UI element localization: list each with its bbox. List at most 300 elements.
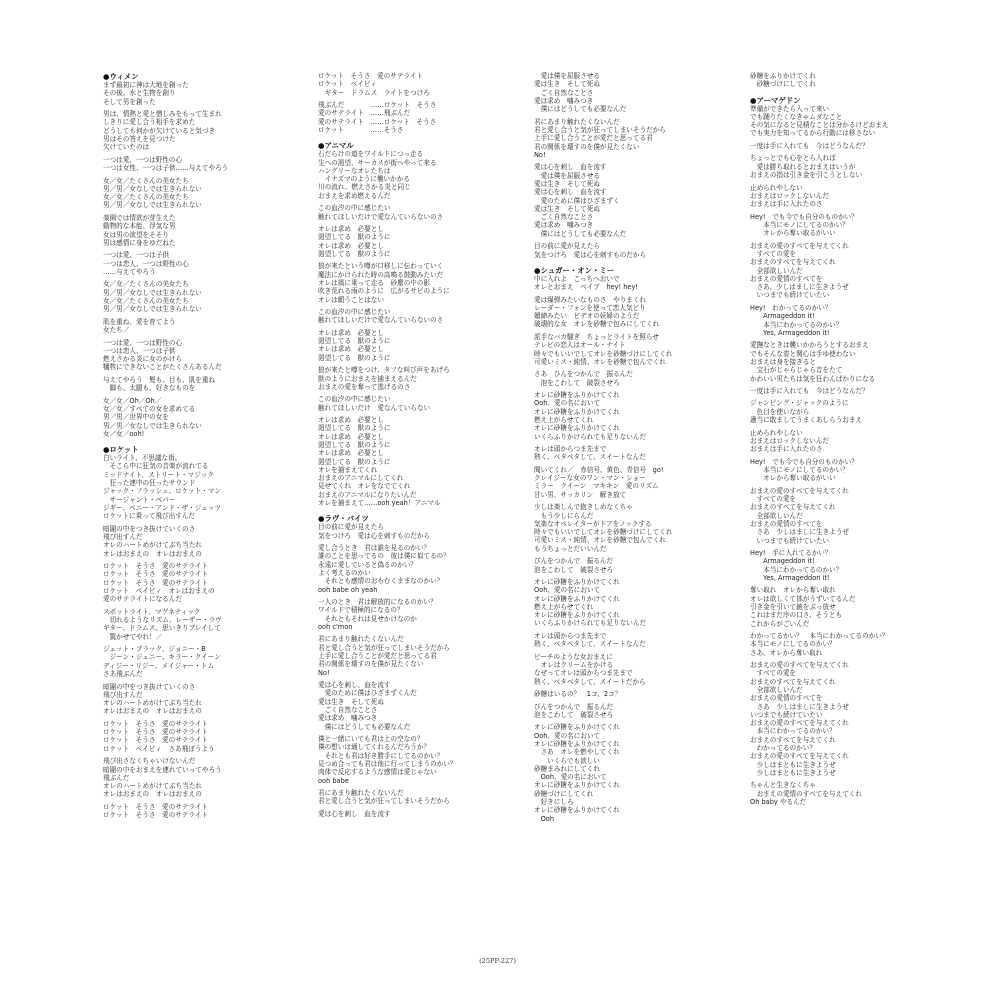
lyric-line: さあ ひんをつかんで 振るんだ [534, 370, 633, 379]
lyric-line: オレに砂糖をふりかけてくれ [534, 407, 620, 416]
lyric-line: オレは願うことはない [318, 295, 384, 304]
lyric-stanza [318, 204, 456, 221]
lyric-line: 女／女／ooh! [103, 429, 145, 438]
lyric-line: テレビの恋人はオール・ナイト [534, 341, 626, 350]
lyric-stanza [534, 370, 672, 387]
lyric-line: もう少しにらんだ [534, 511, 594, 520]
lyric-line: 愛は心を刺し 血を流す [534, 188, 607, 197]
lyric-line: おまえはロックしないんだ [750, 436, 829, 445]
lyric-line: 暗闇の中をおまえを連れていってやろう [103, 765, 222, 774]
lyric-line: 愛のサテライト ……飛ぶんだ [318, 109, 411, 118]
lyric-line: 吹き荒れる雨のように 広がるサビのように [318, 287, 450, 296]
lyric-line: さあ 少しはましに生きようぜ [750, 528, 849, 537]
lyrics-column-3 [534, 72, 672, 827]
lyric-line: 渇望してる 獣のように [318, 440, 391, 449]
lyric-line: 目の前に愛が見えたら [318, 523, 384, 532]
lyric-line: 一つは愛、一つは野性の心 [103, 338, 183, 347]
lyric-line: 一度は手に入れても 今はどうなんだ？ [750, 141, 869, 150]
lyric-line: 愛は爆弾みたいなものさ やりまくれ [534, 295, 647, 304]
lyric-line: おまえのすべてを与えてくれ [750, 258, 836, 267]
lyric-line: ハングリーなオレたちは [318, 166, 391, 175]
lyric-line: 本当にモノにしてるのかい？ [750, 465, 849, 474]
lyric-line: 狼が来たと噂をつけ、タフな叫び声をあげろ [318, 366, 450, 375]
lyric-line: かわいい男たちは気を狂わんばかりになる [750, 374, 876, 383]
lyric-stanza [750, 154, 888, 179]
lyric-line: オレは求め 必要とし [318, 225, 384, 234]
lyric-stanza [318, 308, 456, 325]
lyric-line: ミラー クイーン マキキン 愛のリズム [534, 482, 659, 491]
lyric-line: おまえの愛のすべてを与えてくれ [750, 661, 849, 670]
lyric-line: オレから奪い取るがいい [750, 229, 836, 238]
lyric-line: 僕にはどうしても必要なんだ [534, 229, 627, 238]
lyric-line: 燃え上がらせてくれ [534, 602, 594, 611]
lyric-line: ジャンピング・ジャックのように [750, 399, 849, 408]
lyric-line: さあ、少しはましに生きようぜ [750, 283, 849, 292]
lyric-line: おまえは手に入れたのさ [750, 200, 823, 209]
lyric-line: 愛は生き そして死ぬ [534, 80, 600, 89]
lyric-stanza [103, 525, 228, 558]
lyric-stanza [750, 487, 888, 545]
lyric-line: ギター、ドラムス、思いきりプレイして [103, 624, 221, 633]
lyric-line: 動物的な本能、浮気な男 [103, 222, 176, 231]
lyric-line: おまえを求め燃えるんだ [318, 191, 391, 200]
lyric-stanza [103, 683, 228, 716]
lyric-line: ジェット・ブラック、ジョニー・B [103, 645, 206, 654]
lyric-line: 適当に敢ましてうまくあしらうおまえ [750, 416, 863, 425]
lyric-line: 肉体で反応するような感情は愛じゃない [318, 768, 437, 777]
lyric-line: Hey! 手に入れてるかい？ [750, 548, 832, 557]
lyric-line: 本当にモノにしてるのかい？ [750, 220, 849, 229]
lyric-line: これからがごいんだ [750, 619, 810, 628]
lyric-line: オレのハートめがけてぶち当たれ [103, 541, 202, 550]
lyric-stanza [318, 72, 456, 97]
lyric-line: ロケット そうさ 愛のサテライト [103, 562, 208, 571]
lyric-line: いくらでも欲しい [534, 756, 600, 765]
lyric-line: 一人のとき 君は解放的になるのかい？ [318, 598, 437, 607]
lyric-stanza [103, 110, 228, 151]
lyric-stanza [750, 105, 888, 138]
lyric-line: 驚かせてやれ！／ [103, 632, 163, 641]
lyric-stanza [103, 757, 228, 798]
lyric-line: ジーン・ジェニー、キラー・クイーン [103, 653, 221, 662]
lyric-line: 砂糖はいるの？ 1コ、2コ？ [534, 690, 622, 699]
lyric-line: 飛ぶんだ [103, 773, 130, 782]
lyric-line: ディジー・リジー、メイジャー・トム [103, 661, 215, 670]
lyric-line: オレのハートめがけてぶち当たれ [103, 699, 202, 708]
lyric-line: 砂糖まみれにしてくれ [534, 764, 600, 773]
lyric-line: ワイルドで積極的になるの？ [318, 606, 404, 615]
song-title: ●アーマゲドン [750, 95, 801, 105]
lyric-line: 女／女／たくさんの美女たち [103, 296, 189, 305]
song-section [318, 514, 456, 818]
lyric-line: 愛は求め 噛みつき [534, 221, 594, 230]
lyric-line: しきりに愛し合う相手を求めた [103, 118, 196, 127]
lyric-line: ロケット そうさ 愛のサテライト [103, 719, 208, 728]
lyric-stanza [103, 280, 228, 313]
lyric-line: 与えてやろう 髪も、目も、肌を重ね [103, 375, 216, 384]
lyric-line: Yes, Armageddon it! [750, 328, 830, 337]
lyric-line: 愛は心を刺し 血を流す [534, 163, 607, 172]
lyric-line: びんをつかんで 振るんだ [534, 557, 614, 566]
lyric-line: オレに砂糖をふりかけてくれ [534, 424, 620, 433]
lyric-line: 一つは恋人、一つは野性の心 [103, 259, 189, 268]
lyric-line: おまえの愛情のすべてを与えてくれ [750, 789, 862, 798]
lyric-line: 愛は勝ち取れるとおまえはいうが [750, 162, 856, 171]
lyric-stanza [534, 703, 672, 720]
lyric-stanza [318, 262, 456, 303]
lyric-line: 上手に愛し合うことが愛だと思ってる君 [534, 134, 653, 143]
lyric-stanza [534, 391, 672, 441]
lyric-line: 君と愛し合うと気が狂ってしまいそうだから [318, 643, 450, 652]
lyric-stanza [318, 789, 456, 806]
lyric-stanza [318, 101, 456, 134]
lyric-line: 僕にはどうしても必要なんだ [318, 722, 411, 731]
lyric-line: なぜってオレは頭からつま先まで [534, 669, 633, 678]
lyric-line: ちゃんと生きなくちゃ [750, 781, 816, 790]
lyric-stanza [318, 810, 456, 818]
lyric-line: 泡をこわして 破裂させろ [534, 565, 614, 574]
lyric-line: 肌を重ね、愛を育てよう [103, 317, 176, 326]
lyric-line: 僕と一緒にいても君は上の空なの？ [318, 735, 424, 744]
lyric-stanza [750, 341, 888, 382]
lyric-line: おまえの愛を奪って逃げるのさ [318, 382, 411, 391]
lyric-line: Armageddon it! [750, 557, 815, 566]
lyric-line: 全部欲しいんだ [750, 686, 803, 694]
lyric-line: 準備ができたら入って来い [750, 104, 830, 113]
lyric-stanza [534, 578, 672, 628]
lyric-stanza [318, 329, 456, 362]
lyric-line: 愛は心を刺し、血を流す [318, 681, 391, 690]
lyric-stanza [534, 242, 672, 259]
lyric-line: すべての愛を [750, 669, 797, 678]
lyric-stanza [534, 466, 672, 499]
lyric-line: いつまでも続けていたい [750, 536, 830, 545]
lyric-line: オレはおまえの オレはおまえの [103, 549, 202, 558]
lyric-stanza [750, 429, 888, 454]
lyric-line: 見せてくれ オレをなでてくれ [318, 482, 411, 491]
lyric-line: ピーチのような女おまえに [534, 652, 613, 661]
lyric-line: 犠牲にできないことがたくさんあるんだ [103, 363, 222, 372]
lyric-line: 女／女／たくさんの美女たち [103, 280, 189, 289]
lyric-line: 燃え上がらせてくれ [534, 416, 594, 424]
lyric-line: 少しはまともに生きようぜ [750, 760, 836, 769]
lyric-line: 男／男／女なしでは生きられない [103, 184, 202, 193]
lyric-stanza [534, 72, 672, 113]
lyric-line: オレは頭からつま先まで [534, 445, 607, 454]
lyric-line: オレは求め 必要とし [318, 241, 384, 250]
lyric-line: 君にあまり触れたくないんだ [318, 635, 404, 644]
lyric-line: 本当にわかってるのかい？ [750, 320, 843, 329]
lyric-line: オレに砂糖をふりかけてくれ [534, 594, 620, 603]
lyric-line: 聞いてくれ／ 赤信号、黄色、青信号 go! [534, 465, 664, 474]
lyric-stanza [750, 632, 888, 657]
lyric-line: どうしても何かが欠けていると気づき [103, 126, 216, 135]
lyric-line: 愛のために僕はひざまずく [534, 196, 620, 205]
lyric-stanza [534, 503, 672, 553]
lyric-line: 魔法にかけられた時の高鳴る鼓動みたいだ [318, 270, 444, 279]
lyric-line: 飛ぶんだ ……ロケット そうさ [318, 101, 437, 110]
lyric-line: 男／男／女なしでは生きられない [103, 421, 202, 430]
song-title: ●ウィメン [103, 72, 139, 81]
lyric-line: 白いライト、不思議な街。 [103, 454, 182, 463]
song-section [318, 72, 456, 134]
lyric-line: おまえのすべてを与えてくれ [750, 503, 836, 512]
lyric-line: 飛び出すんだ [103, 533, 143, 542]
lyric-line: 砂糖づけにしてくれ [750, 80, 816, 89]
lyric-line: 破壊的な女 オレを砂糖で包みにしてくれ [534, 320, 660, 329]
lyric-line: 泡をこわして 破裂させろ [534, 378, 620, 387]
lyric-line: 飛び出さなくちゃいけないんだ [103, 757, 196, 766]
lyric-line: おまえは手に入れたのさ [750, 445, 823, 454]
lyric-line: おまえのすべてを与えてくれ [750, 677, 836, 686]
lyric-line: 女たち／ [103, 326, 130, 335]
lyric-line: オレは求め 必要とし [318, 449, 384, 458]
lyric-line: 目の前に愛が見えたら [534, 242, 600, 251]
lyric-stanza [318, 366, 456, 391]
lyric-line: Oh baby やるんだ [750, 798, 807, 807]
lyric-stanza [750, 184, 888, 209]
lyric-line: オレに砂糖をふりかけてくれ [534, 739, 620, 748]
lyric-line: でもそんな姿と関心は手ゆ使わない [750, 349, 856, 358]
lyric-line: 奪い取れ オレから奪い取れ [750, 586, 836, 595]
lyric-line: 僕にはどうしても必要なんだ [534, 105, 627, 114]
lyric-line: ちょっとでも心をとら入れば [750, 154, 836, 163]
lyric-line: 中に入れよ こっちへおいで [534, 274, 620, 283]
lyric-line: オレから奪い取るがいい [750, 474, 836, 483]
lyric-line: ロケット そうさ 愛のサテライト [103, 578, 208, 587]
lyric-line: オレは求め 必要とし [318, 432, 384, 441]
lyric-stanza [750, 399, 888, 424]
lyric-line: オレを捕まえて……ooh yeah！アニマル [318, 499, 441, 508]
lyric-line: 少しは楽しんで抱きしめなくちゃ [534, 503, 633, 512]
lyric-line: オレは欲しくて体がうずいてるんだ [750, 594, 856, 603]
lyrics-column-2 [318, 72, 456, 822]
song-section [750, 96, 888, 807]
lyric-stanza [750, 458, 888, 483]
lyric-line: オレは風に乗って走る 砂塵の中の影 [318, 278, 431, 287]
lyric-line: 愛は僕を屈服させる [534, 72, 600, 80]
lyric-line: 狂った連中の狂ったサウンド [103, 479, 196, 488]
lyric-line: そして男を創った [103, 97, 156, 106]
lyric-line: おまえのすべてを与えてくれ [750, 735, 836, 744]
catalog-number: (25PP-227) [479, 957, 516, 965]
lyric-stanza [318, 681, 456, 731]
lyric-line: ミッドナイト、ストリート・マジック [103, 470, 214, 479]
lyric-line: 愛撫なときは襲いかかろうとするおまえ [750, 341, 869, 350]
lyric-line: ロケット ベイビィ [318, 80, 377, 89]
lyric-line: Ooh、愛の名において [534, 586, 601, 595]
lyric-line: 君と愛し合うと気が狂ってしまいそうだから [534, 125, 666, 134]
lyric-line: さあ オレを燃やしてくれ [534, 748, 620, 757]
lyric-line: まず最初に神は大地を創った [103, 81, 189, 89]
lyric-line: オレを捕まえてくれ [318, 465, 378, 474]
lyric-line: Armageddon it! [750, 312, 815, 321]
lyric-stanza [318, 395, 456, 412]
lyric-line: すべての愛を [750, 495, 797, 504]
lyric-line: 君の関係を壊すのを僕が見たくない [318, 660, 424, 669]
lyric-line: 触れてほしいだけで愛なんていらないのさ [318, 212, 444, 221]
lyric-line: いつまでも続けていたい [750, 291, 830, 300]
lyric-line: おまえの愛のすべてを与えてくれ [750, 752, 849, 761]
lyric-line: 好きにしろ [534, 798, 574, 807]
lyric-line: 渇望してる 獣のように [318, 353, 391, 362]
lyric-line: オレは頭からつま先まで [534, 631, 607, 640]
lyric-line: ……与えてやろう [103, 267, 156, 276]
lyric-line: ロケット ベイビィ オレはおまえの [103, 586, 215, 595]
lyric-line: 一つは女性、一つは子供……与えてやろう [103, 164, 229, 173]
lyric-stanza [750, 213, 888, 238]
lyric-stanza [750, 387, 888, 395]
lyric-line: ロケット ……そうさ [318, 125, 404, 134]
lyric-line: ロケット ベイビィ さあ飛ぼうよう [103, 744, 215, 753]
lyric-stanza [103, 177, 228, 210]
lyric-line: 君にあまり触れたくないんだ [318, 789, 404, 798]
lyric-stanza [318, 635, 456, 676]
lyric-line: おまえの指は引き金を引こうとしない [750, 171, 863, 180]
lyric-line: オレに砂糖をふりかけてくれ [534, 806, 620, 815]
lyric-line: 触れてほしいだけ 愛なんていらない [318, 403, 431, 412]
lyric-line: 止められやしない [750, 428, 803, 437]
lyric-line: それとも感情のおもむくままなのかい？ [318, 577, 444, 586]
lyric-line: オレは求め 必要とし [318, 416, 384, 425]
lyric-line: スポットライト、マグネティック [103, 607, 201, 616]
lyric-line: 渇望してる 獣のように [318, 337, 391, 346]
lyric-line: ooh c'mon [318, 622, 353, 631]
lyric-line: 媚締みたい ビデオの妖婦のようだ [534, 312, 640, 321]
lyric-line: 欠けていたのは [103, 143, 150, 152]
lyric-stanza [318, 150, 456, 200]
lyric-stanza [318, 225, 456, 258]
lyric-stanza [103, 454, 228, 520]
lyric-stanza [103, 376, 228, 393]
lyric-line: 本当にわかってるのかい？ [750, 565, 843, 574]
lyric-line: 暗闇の中をつき抜けていくのさ [103, 682, 196, 691]
lyric-line: 愛は心を刺し 血を流す [318, 809, 391, 818]
lyric-line: 引き金を引いて銃をぶっ放せ [750, 602, 836, 611]
lyric-line: クレイジーな女のワン・マン・ショー [534, 474, 646, 483]
lyric-line: さあ飛ぶんだ [103, 670, 143, 679]
lyric-stanza [103, 81, 228, 106]
lyric-line: Yes, Armageddon it! [750, 573, 830, 582]
lyric-stanza [534, 632, 672, 649]
lyric-line: その後、水と生物を創り [103, 89, 176, 98]
lyric-line: ロケット そうさ 愛のサテライト [103, 811, 208, 820]
lyric-stanza [750, 142, 888, 150]
lyric-stanza [750, 304, 888, 337]
lyric-line: Hey! でも今でも自分のものかい？ [750, 212, 858, 221]
lyric-stanza [318, 598, 456, 631]
lyric-line: この血汐の中に感じたい [318, 204, 391, 213]
lyric-line: オレはおまえの オレはおまえの [103, 707, 202, 716]
lyric-line: オレはクリームをかける [534, 661, 614, 670]
lyric-stanza [534, 557, 672, 574]
lyric-line: 川の流れ、燃えさかる炎と同じ [318, 183, 411, 192]
lyric-line: イナズマのように襲いかかる [318, 175, 410, 184]
lyric-line: よく考えるのかい [318, 569, 371, 578]
lyric-line: 君と愛し合うと気が狂ってしまいそうだから [318, 797, 450, 806]
lyric-line: 僕の想いは通してくれるんだろうか？ [318, 743, 431, 752]
song-title: ●アニマル [318, 141, 354, 151]
lyric-line: 女／女／すべての女を求めてる [103, 404, 196, 413]
lyric-line: 愛は求め 噛みつき [534, 96, 594, 105]
lyric-line: レーダー・フォンを使って恋人気どり [534, 303, 646, 312]
lyric-line: ロケット そうさ 愛のサテライト [103, 570, 208, 579]
lyric-line: 気をつけろ 愛は心を刺すものだから [534, 250, 647, 259]
lyric-stanza [750, 549, 888, 582]
lyric-stanza [318, 735, 456, 785]
lyric-line: 愛は生き そして死ぬ [534, 179, 600, 188]
lyric-line: 生への渇望、サーカスが街へやって来る [318, 158, 437, 167]
lyric-line: さあ、オレから奪い取れ [750, 648, 823, 657]
lyric-line: ギター ドラムス ライトをつけろ [318, 88, 430, 97]
lyric-stanza [103, 562, 228, 603]
lyric-line: 愛は僕を屈服させる [534, 171, 600, 180]
lyric-line: Hey! わかってるのかい？ [750, 303, 832, 312]
lyric-line: 砂糖をふりかけてくれ [750, 72, 816, 80]
lyric-stanza [103, 156, 228, 173]
lyric-line: いくらふりかけられても足りないんだ [534, 619, 647, 628]
lyric-line: 獣のようにおまえを捕まえるんだ [318, 374, 417, 383]
lyrics-column-1 [103, 72, 228, 824]
lyric-line: 可愛いミス・純情、オレを砂糖で包んでくれ [534, 536, 666, 545]
lyric-line: 時々でもいいでしてオレを砂糖づけにしてくれ [534, 528, 673, 537]
lyric-line: 上手に愛し合うことが愛だと思ってる君 [318, 652, 437, 661]
lyric-line: 男は、情熱と愛と憎しみをもって生まれ [103, 110, 222, 119]
lyric-line: いつまでも続けていたい [750, 710, 823, 719]
lyric-line: 愛のサテライトになるんだ [103, 595, 182, 604]
lyric-line: これはまだ序の口さ、そうとも [750, 611, 843, 620]
lyric-line: びんをつかんで 振るんだ [534, 702, 614, 711]
lyric-line: 砂糖づけにしてくれ [534, 789, 594, 798]
lyric-line: すべての愛を [750, 249, 797, 258]
lyric-line: おまえの愛のすべてを与えてくれ [750, 486, 849, 495]
lyric-stanza [103, 251, 228, 276]
lyric-line: 女／女／たくさんの美女たち [103, 176, 189, 185]
lyric-line: 一つは愛、一つは子供 [103, 251, 169, 260]
lyric-stanza [103, 397, 228, 438]
lyric-stanza [534, 163, 672, 238]
lyric-stanza [318, 416, 456, 507]
song-section [534, 72, 672, 259]
lyric-line: おまえの愛情のすべてを [750, 274, 823, 283]
lyric-line: 少しはまともに生きようぜ [750, 768, 836, 777]
lyric-line: 男／男／女なしでは生きられない [103, 288, 202, 297]
lyric-line: 時々でもいいでしてオレを砂糖づけにしてくれ [534, 349, 673, 358]
lyric-line: 男はその答えを見つけた [103, 134, 176, 143]
lyric-line: 渇望してる 獣のように [318, 249, 391, 258]
song-section [750, 72, 888, 89]
lyric-line: ooh babe oh yeah [318, 585, 378, 594]
lyric-line: ジャック・フラッシュ、ロケット・マン [103, 487, 221, 496]
lyric-line: それとも君は好き勝手にしてるのかい？ [318, 751, 444, 760]
lyric-line: サージャント・ペパー [103, 495, 176, 504]
lyric-line: ロケットに乗って飛び出すんだ [103, 512, 195, 521]
lyric-line: 気楽なオペレイターがドアをノックする [534, 519, 652, 528]
lyric-stanza [103, 720, 228, 753]
lyric-line: 渇望してる 獣のように [318, 233, 391, 242]
song-section [318, 141, 456, 507]
lyric-line: おまえの愛情のすべてを [750, 694, 823, 703]
lyric-line: 派手なバカ騒ぎ ちょっとライトを照らせ [534, 332, 659, 341]
lyric-line: 誰のことを思ってるの 彼は僕に似てるの？ [318, 552, 450, 561]
lyric-line: 渇望してる 獣のように [318, 424, 391, 433]
lyric-line: ごく自然なことさ [534, 88, 594, 97]
lyric-stanza [534, 275, 672, 292]
lyric-stanza [534, 118, 672, 159]
song-title: ●ラヴ・バイツ [318, 514, 369, 524]
lyric-line: オレに砂糖をふりかけてくれ [534, 577, 620, 586]
lyric-line: ooh babe [318, 776, 349, 785]
